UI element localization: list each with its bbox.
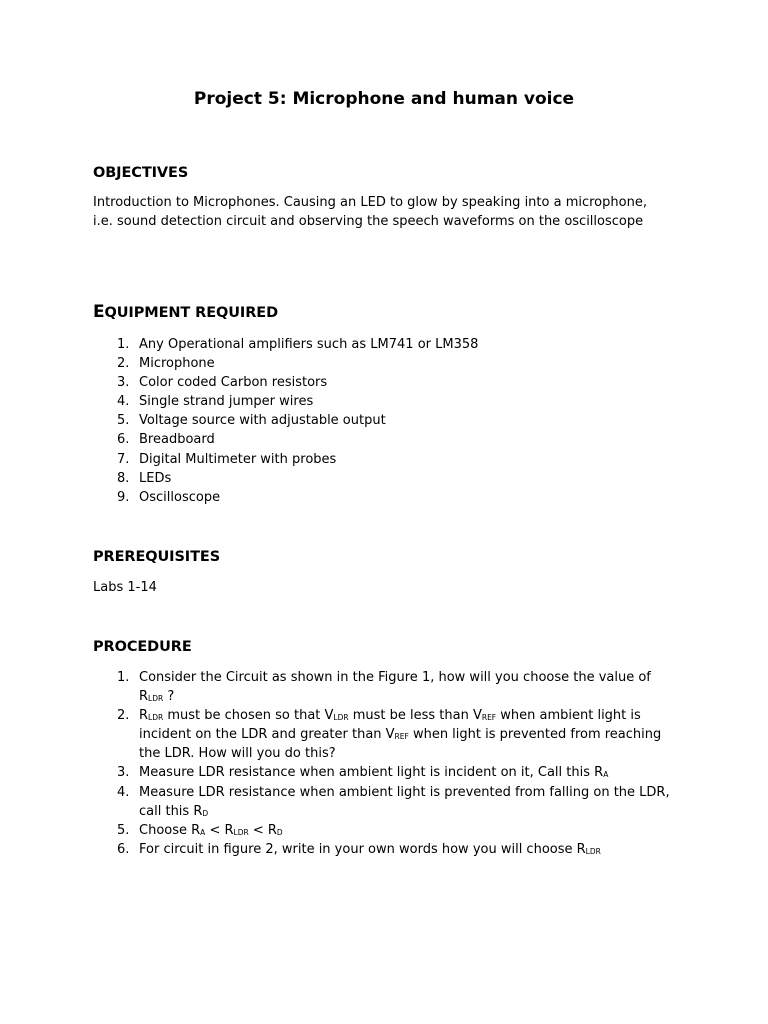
list-number: 1. [117,337,130,352]
list-number: 6. [117,841,130,857]
equipment-item-text: LEDs [139,470,172,486]
equipment-heading-initial: E [93,302,105,322]
step-text: Choose R [139,822,201,838]
step-text: < R [205,822,234,838]
list-number: 2. [117,356,130,372]
procedure-step [93,783,678,821]
equipment-heading-rest: QUIPMENT REQUIRED [104,305,279,321]
step-text: when ambient light is incident on the LDR and greater than V [139,708,641,743]
subscript: REF [394,732,409,742]
step-text: R [139,708,149,724]
list-number: 2. [117,708,130,724]
equipment-item-text: Any Operational amplifiers such as LM741 or LM358 [139,337,479,352]
list-number: 1. [117,670,130,685]
subscript: A [603,770,609,780]
equipment-item-text: Color coded Carbon resistors [139,375,328,391]
step-text: For circuit in figure 2, write in your own words how you will choose R [139,841,586,857]
prerequisites-text: Labs 1-14 [93,580,157,595]
equipment-list [93,335,678,507]
step-text: must be less than V [348,708,482,724]
equipment-item [93,450,678,469]
list-number: 3. [117,765,130,781]
equipment-item [93,392,678,411]
subscript: LDR [585,846,601,856]
list-number: 4. [117,784,130,800]
subscript: REF [481,713,497,723]
objectives-heading: OBJECTIVES [93,165,189,181]
procedure-list [93,668,678,859]
equipment-item [93,488,678,507]
equipment-item-text: Voltage source with adjustable output [139,413,386,429]
equipment-item-text: Digital Multimeter with probes [139,451,337,467]
equipment-item [93,335,678,354]
equipment-item [93,354,678,373]
equipment-item [93,430,678,449]
page-title: Project 5: Microphone and human voice [193,89,575,109]
step-text: when light is prevented from reaching the LDR. How will you do this? [139,727,662,762]
procedure-step [93,821,678,840]
equipment-item-text: Oscilloscope [139,489,221,505]
equipment-item-text: Single strand jumper wires [139,394,314,410]
procedure-heading: PROCEDURE [93,639,192,655]
equipment-item-text: Breadboard [139,432,215,448]
equipment-item [93,373,678,392]
step-text: Measure LDR resistance when ambient light is incident on it, Call this R [139,765,604,781]
subscript: D [202,808,209,818]
prerequisites-heading: PREREQUISITES [93,549,221,565]
equipment-item-text: Microphone [139,356,215,372]
list-number: 8. [117,470,130,486]
procedure-step [93,840,678,859]
subscript: A [200,827,206,837]
list-number: 6. [117,432,130,448]
list-number: 7. [117,451,130,467]
equipment-heading [93,302,278,323]
step-text: < R [248,822,277,838]
procedure-step [93,706,678,763]
procedure-step [93,668,678,706]
subscript: LDR [333,713,349,723]
list-number: 3. [117,375,130,391]
list-number: 5. [117,413,130,429]
subscript: LDR [148,713,164,723]
procedure-step [93,763,678,782]
list-number: 4. [117,394,130,410]
step-text: Measure LDR resistance when ambient light is prevented from falling on the LDR, call this R [139,784,670,819]
subscript: LDR [233,827,249,837]
step-text: Consider the Circuit as shown in the Figure 1, how will you choose the value of R [139,670,651,705]
step-text: must be chosen so that V [163,708,334,724]
list-number: 9. [117,489,130,505]
subscript: LDR [148,694,164,704]
equipment-item [93,411,678,430]
objectives-text: Introduction to Microphones. Causing an LED to glow by speaking into a microphone, i.e. sound detection circuit and observing the speech waveforms on the oscilloscope [93,195,647,230]
subscript: D [276,827,283,837]
equipment-item [93,469,678,488]
list-number: 5. [117,822,130,838]
step-text: ? [163,689,175,705]
